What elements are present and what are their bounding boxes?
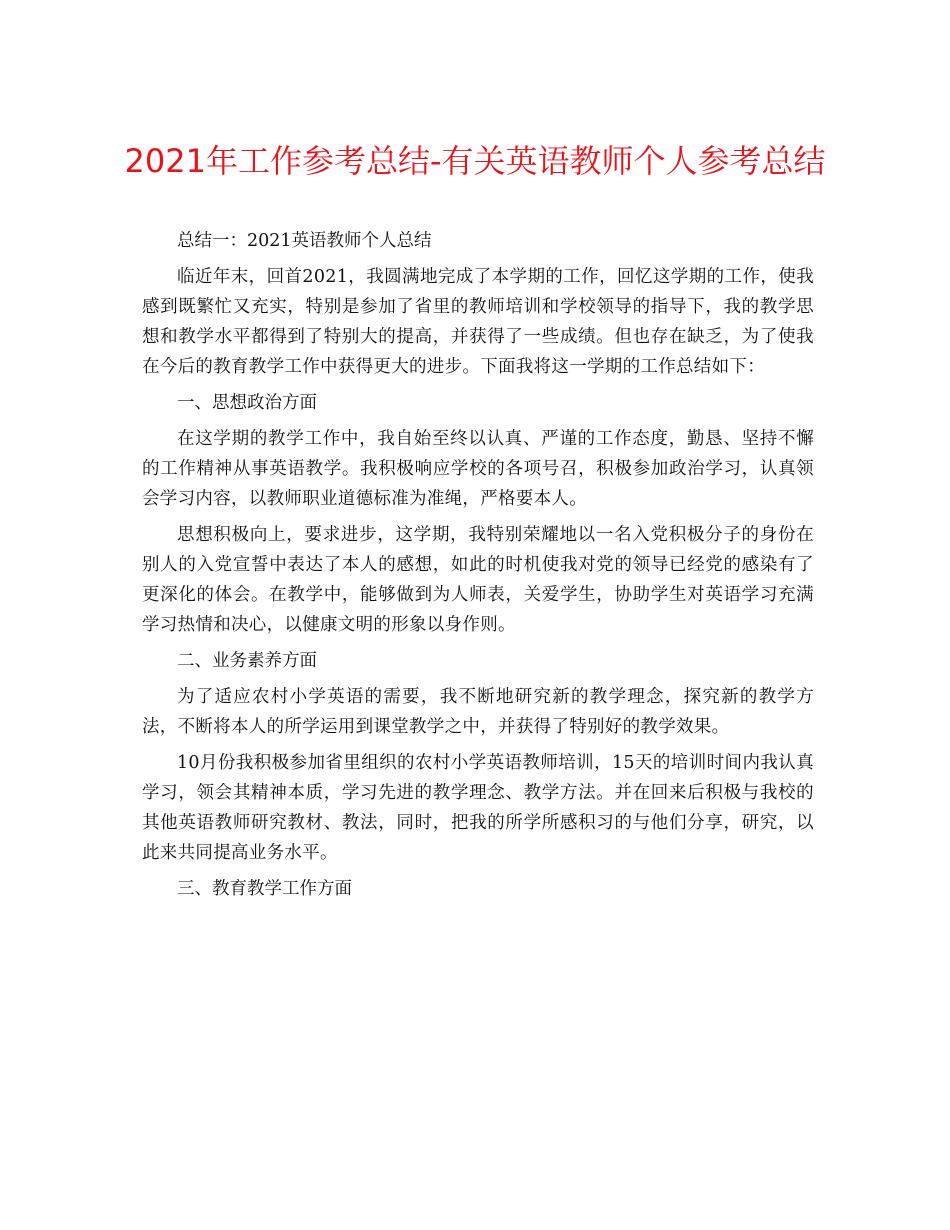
section-heading: 二、业务素养方面 xyxy=(177,651,317,671)
document-body xyxy=(142,226,814,910)
paragraph: 为了适应农村小学英语的需要，我不断地研究新的教学理念，探究新的教学方法，不断将本人的所学运用到课堂教学之中，并获得了特别好的教学效果。 xyxy=(142,687,814,737)
paragraph: 思想积极向上，要求进步，这学期，我特别荣耀地以一名入党积极分子的身份在别人的入党宣誓中表达了本人的感想，如此的时机使我对党的领导已经党的感染有了更深化的体会。在教学中，能够做到为人师表，关爱学生，协助学生对英语学习充满学习热情和决心，以健康文明的形象以身作则。 xyxy=(142,525,814,635)
section-heading: 一、思想政治方面 xyxy=(177,393,317,413)
section-heading: 三、教育教学工作方面 xyxy=(177,879,352,899)
section-heading: 总结一：2021英语教师个人总结 xyxy=(177,231,432,251)
paragraph: 10月份我积极参加省里组织的农村小学英语教师培训，15天的培训时间内我认真学习，领会其精神本质，学习先进的教学理念、教学方法。并在回来后积极与我校的其他英语教师研究教材、教法，同时，把我的所学所感积习的与他们分享，研究，以此来共同提高业务水平。 xyxy=(142,753,814,863)
paragraph: 在这学期的教学工作中，我自始至终以认真、严谨的工作态度，勤恳、坚持不懈的工作精神从事英语教学。我积极响应学校的各项号召，积极参加政治学习，认真领会学习内容，以教师职业道德标准为准绳，严格要本人。 xyxy=(142,429,814,509)
paragraph: 临近年末，回首2021，我圆满地完成了本学期的工作，回忆这学期的工作，使我感到既繁忙又充实，特别是参加了省里的教师培训和学校领导的指导下，我的教学思想和教学水平都得到了特别大的提高，并获得了一些成绩。但也存在缺乏，为了使我在今后的教育教学工作中获得更大的进步。下面我将这一学期的工作总结如下： xyxy=(142,267,814,377)
document-title: 2021年工作参考总结-有关英语教师个人参考总结 xyxy=(124,142,826,180)
